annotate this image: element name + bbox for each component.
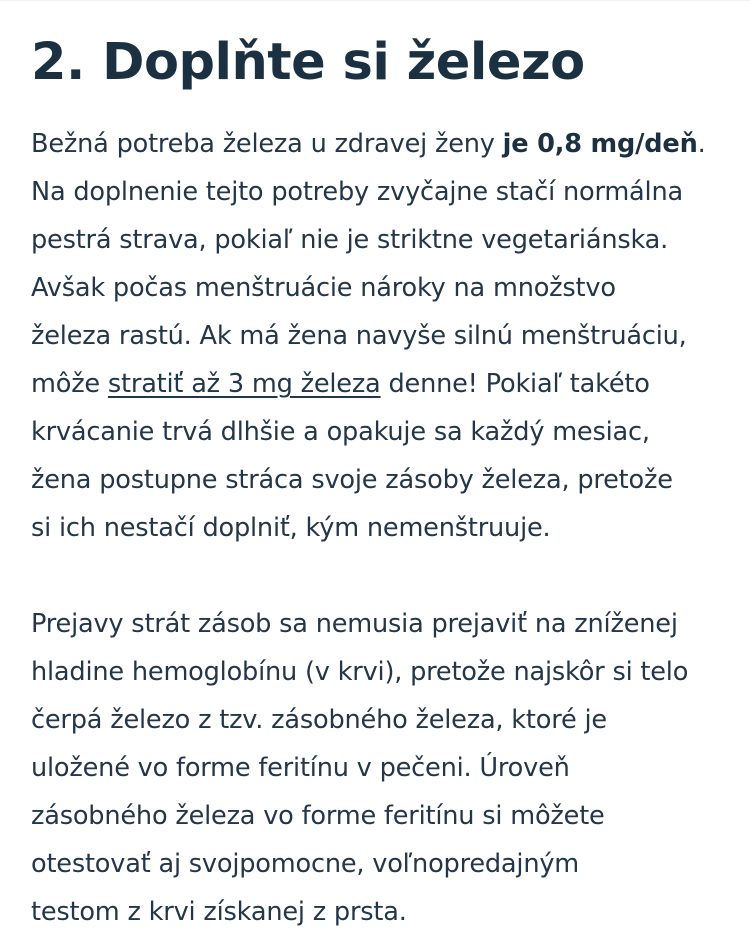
- text-line: hladine hemoglobínu (v krvi), pretože najskôr si telo: [31, 657, 689, 687]
- bold-daily-need: je 0,8 mg/deň: [502, 129, 698, 159]
- text-line: uložené vo forme feritínu v pečeni. Úroveň: [31, 753, 570, 783]
- text-line: železa rastú. Ak má žena navyše silnú menštruáciu,: [31, 321, 687, 351]
- paragraph-ferritin: [31, 600, 720, 936]
- text-line: si ich nestačí doplniť, kým nemenštruuje.: [31, 513, 551, 543]
- text-segment: môže: [31, 369, 108, 399]
- text-line: žena postupne stráca svoje zásoby železa, pretože: [31, 465, 673, 495]
- paragraph-iron-need: [31, 120, 720, 552]
- iron-loss-link[interactable]: stratiť až 3 mg železa: [107, 369, 381, 399]
- text-line: [31, 120, 720, 168]
- text-line: čerpá železo z tzv. zásobného železa, ktoré je: [31, 705, 607, 735]
- text-line: pestrá strava, pokiaľ nie je striktne vegetariánska.: [31, 225, 669, 255]
- text-line: zásobného železa vo forme feritínu si môžete: [31, 801, 605, 831]
- text-line: [31, 360, 720, 408]
- section-heading: 2. Doplňte si železo: [31, 33, 585, 92]
- text-line: otestovať aj svojpomocne, voľnopredajným: [31, 849, 580, 879]
- text-segment: .: [697, 129, 706, 159]
- text-segment: denne! Pokiaľ takéto: [380, 369, 650, 399]
- text-segment: Bežná potreba železa u zdravej ženy: [31, 129, 503, 159]
- text-line: testom z krvi získanej z prsta.: [31, 897, 407, 927]
- text-line: Avšak počas menštruácie nároky na množstvo: [31, 273, 616, 303]
- text-line: Na doplnenie tejto potreby zvyčajne stačí normálna: [31, 177, 683, 207]
- text-line: krvácanie trvá dlhšie a opakuje sa každý mesiac,: [31, 417, 650, 447]
- text-line: Prejavy strát zásob sa nemusia prejaviť na zníženej: [31, 609, 678, 639]
